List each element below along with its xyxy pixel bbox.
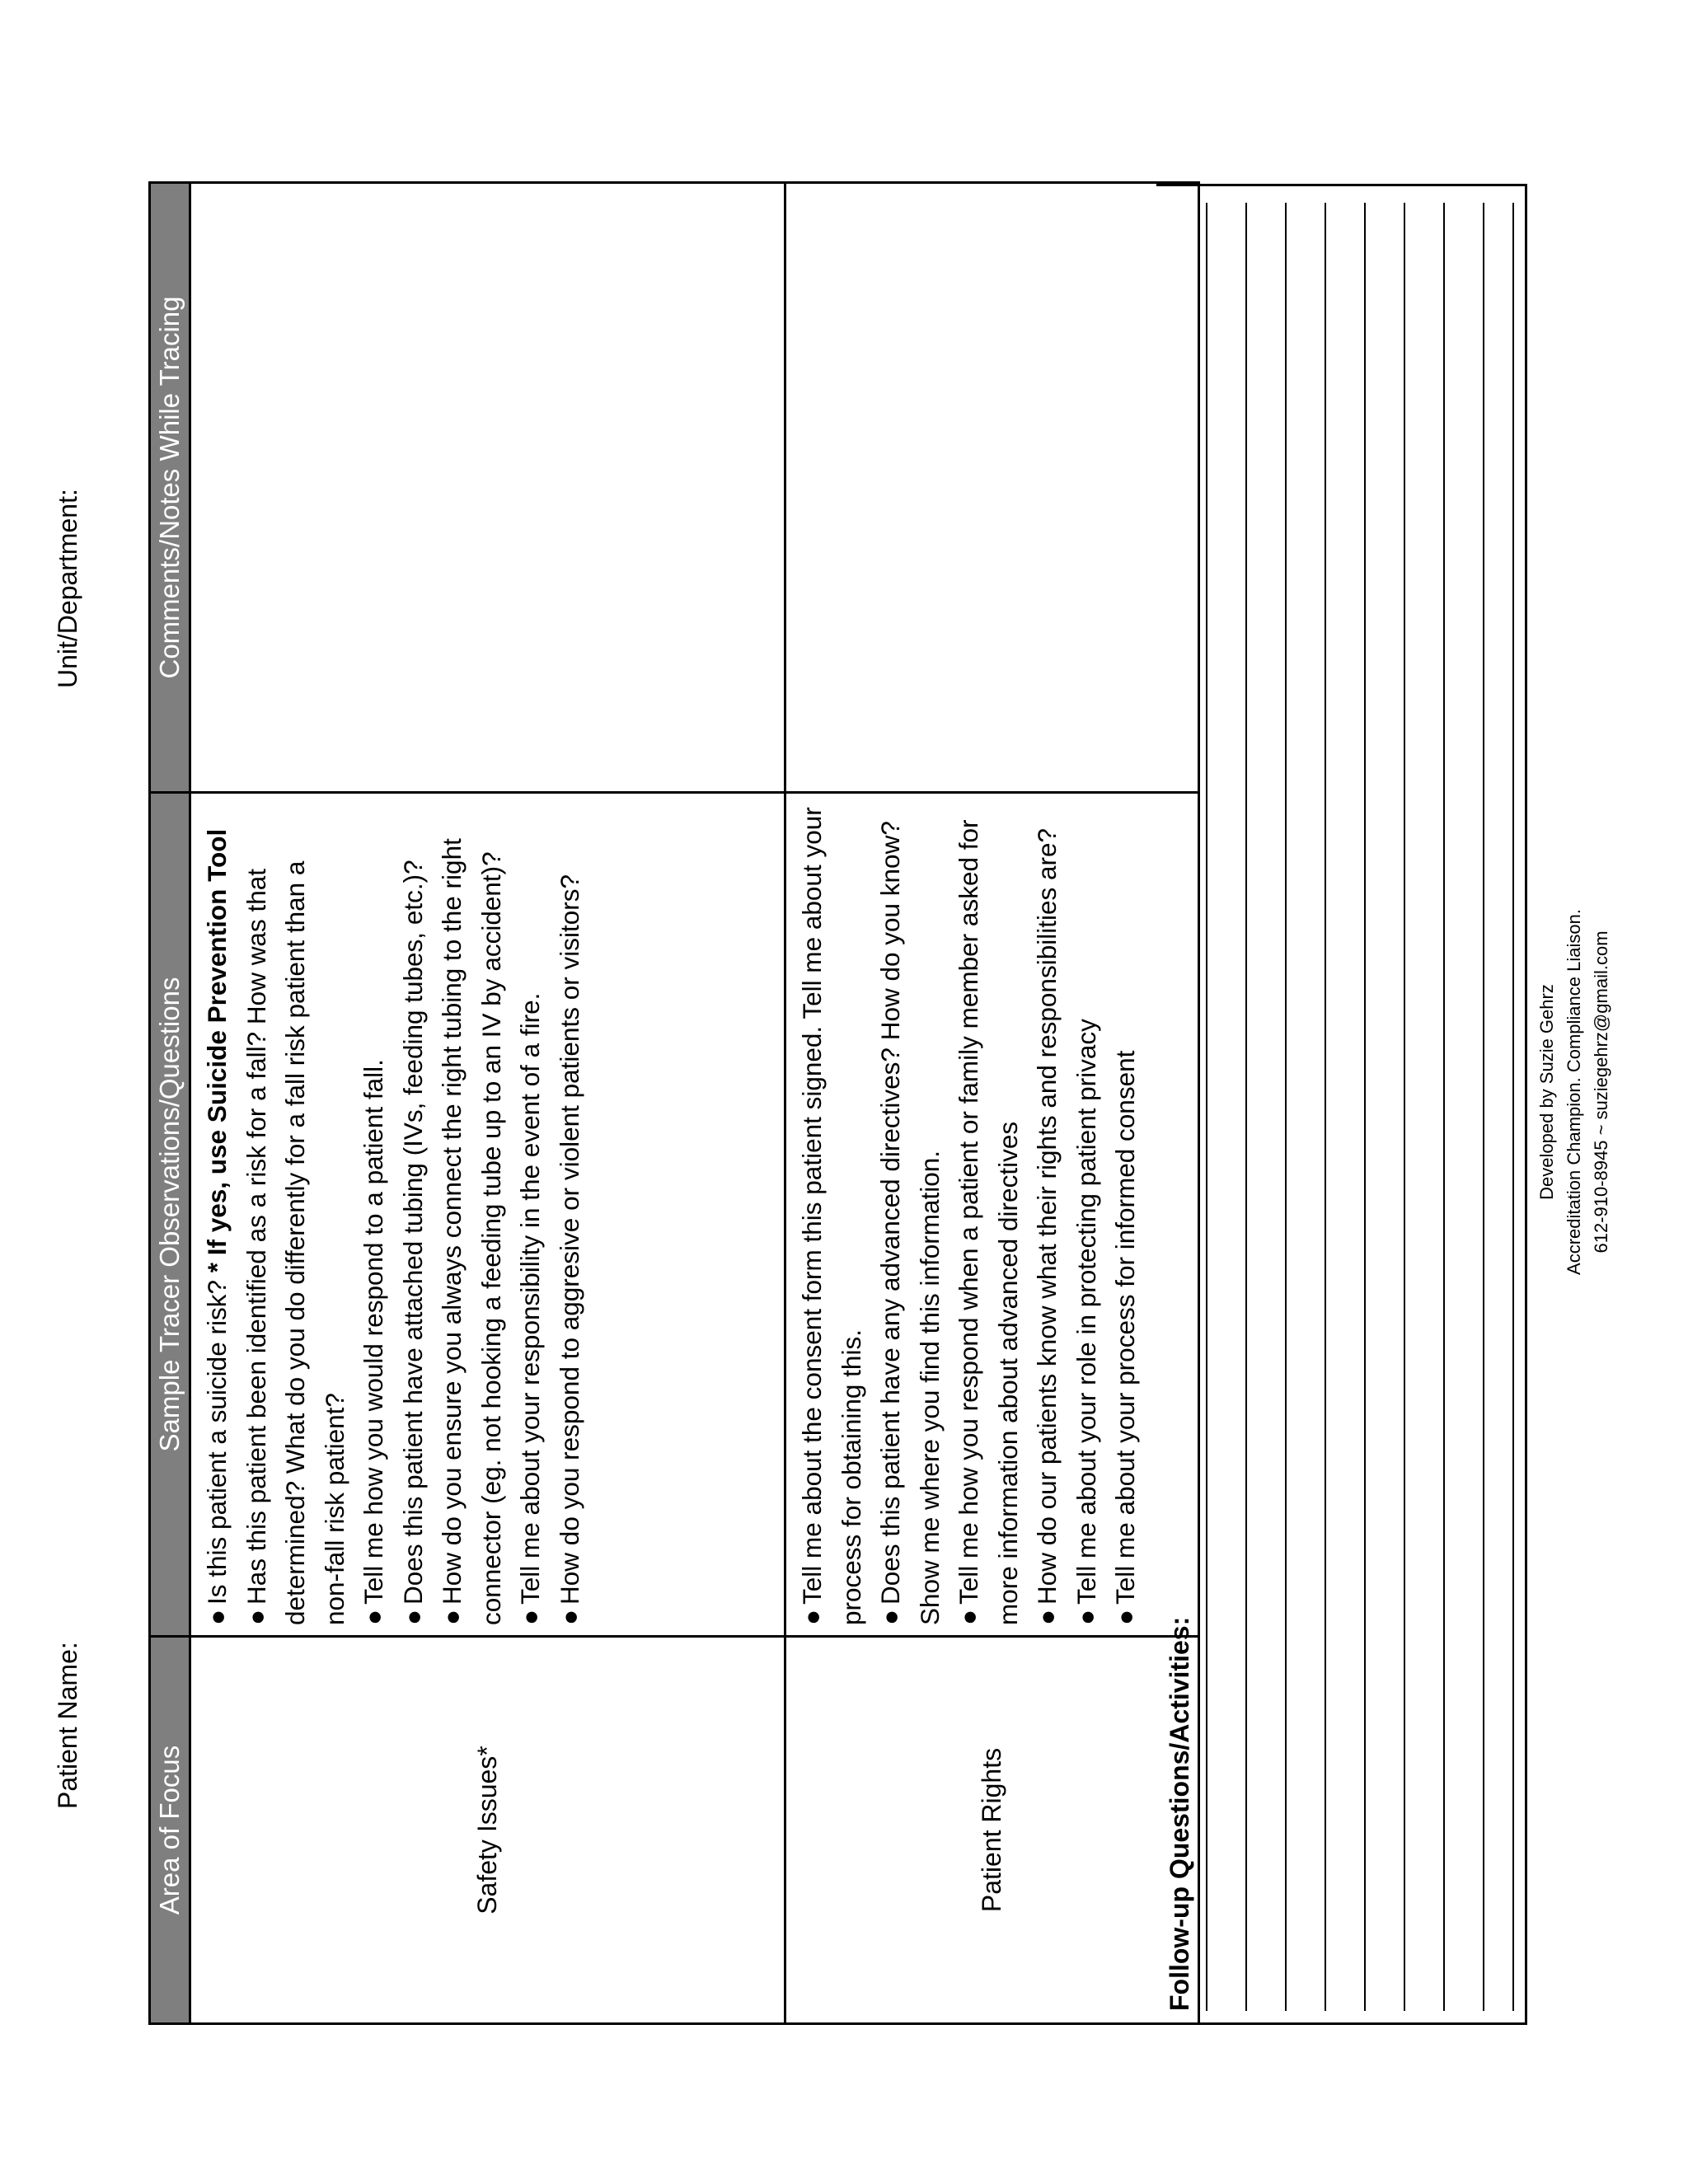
list-item: ●Tell me about the consent form this patient signed. Tell me about your process for obtaining this. (797, 807, 866, 1625)
question-text: How do you ensure you always connect the right tubing to the right connector (eg. not hooking a feeding tube up to an IV by accident)? (437, 838, 506, 1625)
question-text: How do our patients know what their rights and responsibilities are? (1032, 827, 1062, 1605)
followup-line[interactable] (1483, 203, 1484, 2011)
list-item: ●How do you respond to aggresive or violent patients or visitors? (554, 874, 584, 1625)
list-item: ●Tell me how you respond when a patient or family member asked for more information about advanced directives (954, 819, 1023, 1625)
table-row (785, 183, 1199, 2024)
table-row (190, 183, 785, 2024)
question-text: Does this patient have attached tubing (IVs, feeding tubes, etc.)? (397, 860, 428, 1605)
question-text: Tell me how you would respond to a patient fall. (359, 1059, 388, 1605)
question-text: Tell me about your responsibility in the event of a fire. (515, 992, 545, 1605)
header-comments-notes: Comments/Notes While Tracing (150, 183, 190, 793)
question-text: Does this patient have any advanced directives? How do you know? Show me where you find this information. (875, 821, 945, 1625)
questions-cell-safety (190, 793, 785, 1637)
list-item: ●Tell me about your responsibility in the event of a fire. (515, 992, 545, 1625)
list-item: ●Tell me about your process for informed consent (1110, 1050, 1140, 1625)
header-area-of-focus: Area of Focus (150, 1637, 190, 2024)
question-text: Tell me about your process for informed consent (1110, 1050, 1140, 1605)
followup-line[interactable] (1364, 203, 1366, 2011)
list-item: ●Does this patient have attached tubing (IVs, feeding tubes, etc.)? (397, 860, 428, 1625)
question-text: How do you respond to aggresive or violent patients or visitors? (554, 874, 584, 1605)
list-item: ●Tell me about your role in protecting patient privacy (1071, 1019, 1101, 1625)
footer (1533, 0, 1615, 2184)
followup-line[interactable] (1512, 203, 1514, 2011)
table-header-row (150, 183, 190, 2024)
area-patient-rights: Patient Rights (785, 1637, 1199, 2024)
list-item: ●How do you ensure you always connect the right tubing to the right connector (eg. not hooking a feeding tube up to an IV by accident)? (437, 838, 506, 1625)
list-item: ●Is this patient a suicide risk? * If yes, use Suicide Prevention Tool (202, 828, 232, 1625)
comments-cell-rights[interactable] (785, 183, 1199, 793)
comments-cell-safety[interactable] (190, 183, 785, 793)
followup-line[interactable] (1206, 203, 1207, 2011)
tracer-table (148, 181, 1200, 2025)
footer-developer: Developed by Suzie Gehrz (1536, 984, 1557, 1200)
followup-line[interactable] (1285, 203, 1287, 2011)
list-item: ●Tell me how you would respond to a patient fall. (359, 1059, 388, 1625)
followup-title: Follow-up Questions/Activities: (1165, 1616, 1194, 2011)
area-safety-issues: Safety Issues* (190, 1637, 785, 2024)
followup-line[interactable] (1404, 203, 1405, 2011)
list-item: ●How do our patients know what their rights and responsibilities are? (1032, 827, 1062, 1625)
list-item: ●Does this patient have any advanced directives? How do you know? Show me where you find this information. (875, 821, 945, 1625)
question-text: Tell me about your role in protecting patient privacy (1071, 1019, 1101, 1605)
question-text: Tell me how you respond when a patient or family member asked for more information about advanced directives (954, 819, 1023, 1625)
followup-line[interactable] (1325, 203, 1326, 2011)
question-text: Has this patient been identified as a risk for a fall? How was that determined? What do you do differently for a fall risk patient than a non-fall risk patient? (241, 860, 349, 1625)
footer-role: Accreditation Champion. Compliance Liaison. (1564, 909, 1584, 1275)
question-text: Tell me about the consent form this patient signed. Tell me about your process for obtaining this. (797, 807, 866, 1625)
suicide-prevention-note: * If yes, use Suicide Prevention Tool (202, 828, 232, 1273)
unit-department-label: Unit/Department: (53, 489, 82, 688)
list-item: ●Has this patient been identified as a risk for a fall? How was that determined? What do you do differently for a fall risk patient than a non-fall risk patient? (241, 860, 349, 1625)
question-text: Is this patient a suicide risk? (202, 1272, 232, 1605)
footer-contact: 612-910-8945 ~ suziegehrz@gmail.com (1591, 930, 1611, 1254)
question-list-safety (198, 804, 589, 1625)
patient-name-label: Patient Name: (53, 1642, 82, 1809)
header-observations-questions: Sample Tracer Observations/Questions (150, 793, 190, 1637)
question-list-rights (793, 804, 1146, 1625)
followup-line[interactable] (1443, 203, 1445, 2011)
followup-line[interactable] (1245, 203, 1247, 2011)
followup-section (1156, 184, 1527, 2025)
questions-cell-rights (785, 793, 1199, 1637)
